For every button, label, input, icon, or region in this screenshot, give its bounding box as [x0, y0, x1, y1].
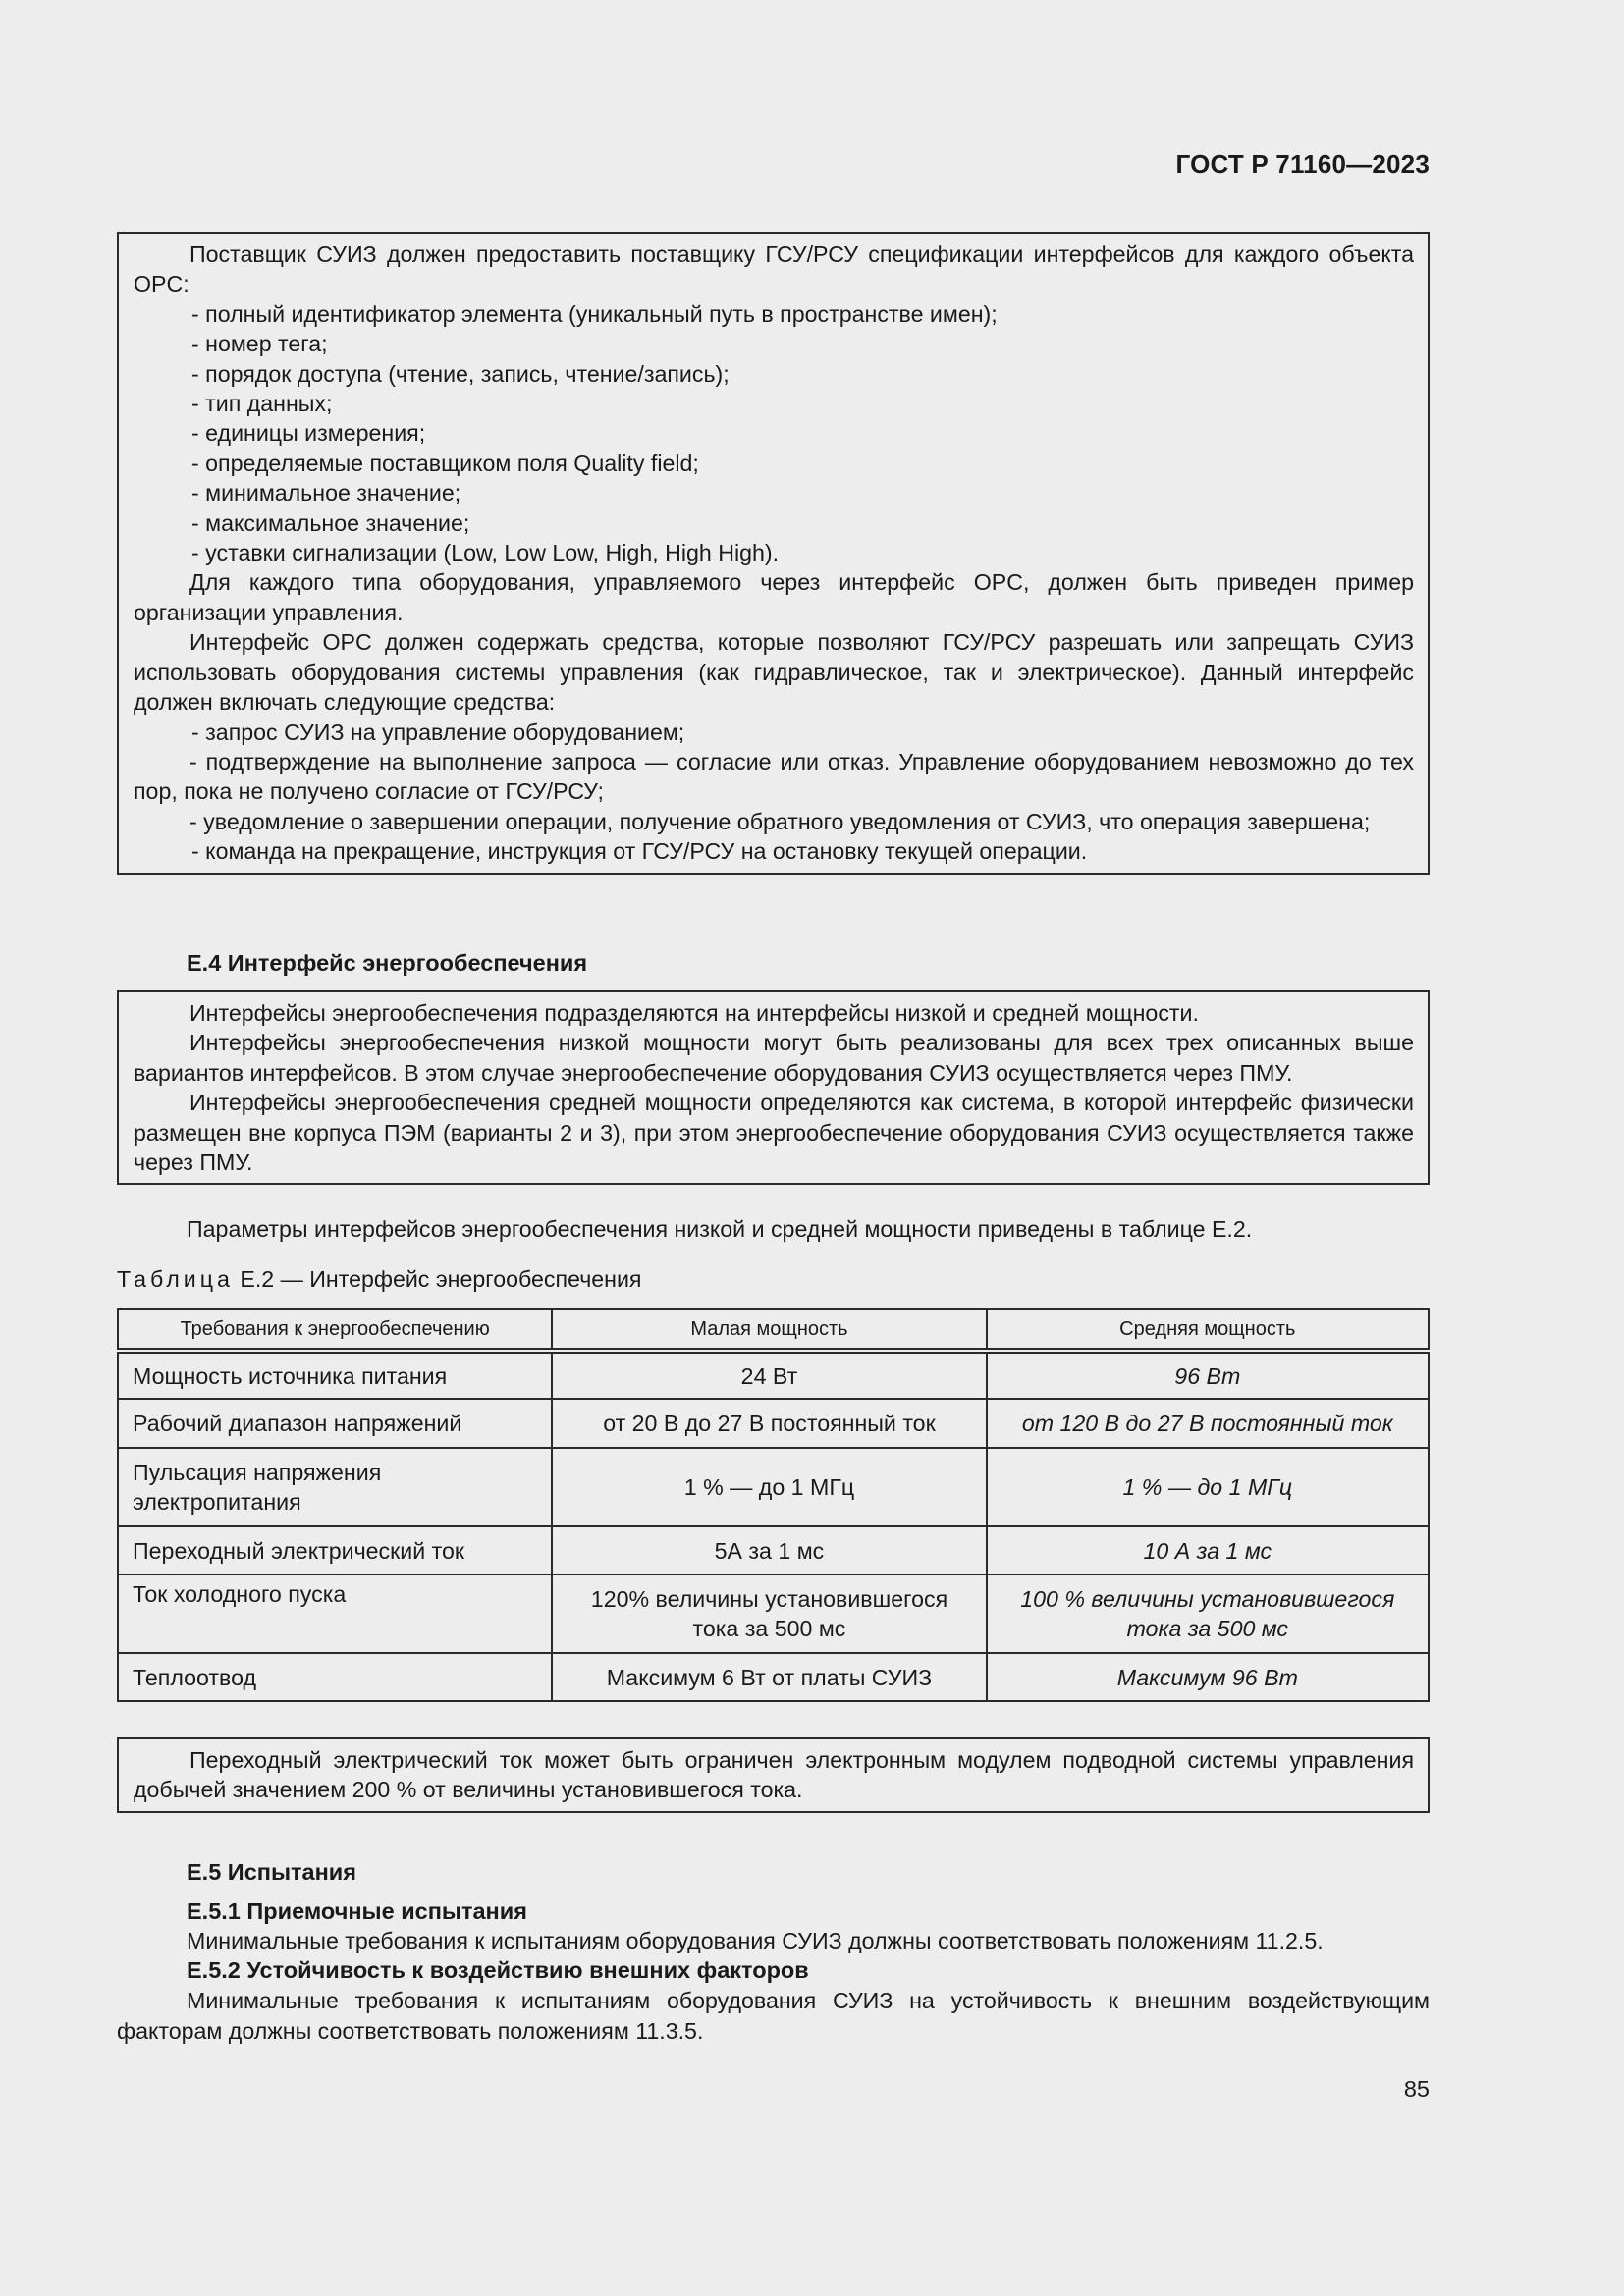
e4-box-para: Интерфейсы энергообеспечения подразделяются на интерфейсы низкой и средней мощности.: [189, 1000, 1199, 1026]
table-cell: от 20 В до 27 В постоянный ток: [552, 1399, 986, 1448]
e4-box-para: Интерфейсы энергообеспечения низкой мощности могут быть реализованы для всех трех описанных выше вариантов интерфейсов. В этом случае энергообеспечение оборудования СУИЗ осуществляется через ПМУ.: [134, 1030, 1414, 1086]
section-e52-text: Минимальные требования к испытаниям оборудования СУИЗ на устойчивость к внешним воздействующим факторам должны соответствовать положениям 11.3.5.: [117, 1988, 1430, 2044]
document-header: ГОСТ Р 71160—2023: [1175, 149, 1430, 179]
table-caption-text: Е.2 — Интерфейс энергообеспечения: [240, 1266, 642, 1292]
section-e51-body: [117, 1926, 1430, 1956]
note-text: Переходный электрический ток может быть ограничен электронным модулем подводной системы управления добычей значением 200 % от величины установившегося тока.: [134, 1747, 1414, 1803]
note-box: [117, 1737, 1430, 1813]
table-caption: [117, 1266, 641, 1293]
box1-item: - порядок доступа (чтение, запись, чтение/запись);: [191, 360, 730, 387]
page-number: 85: [1403, 2076, 1430, 2102]
box1-item2: - запрос СУИЗ на управление оборудованием;: [191, 719, 685, 745]
table-cell: 96 Вт: [987, 1351, 1429, 1399]
table-cell: Переходный электрический ток: [118, 1526, 552, 1575]
box1-item: - уставки сигнализации (Low, Low Low, High, High High).: [191, 540, 780, 566]
table-row: [118, 1653, 1429, 1701]
box1-item: - номер тега;: [191, 331, 328, 357]
table-row: [118, 1448, 1429, 1526]
power-interface-box: [117, 990, 1430, 1185]
table-header-cell: Малая мощность: [552, 1309, 986, 1351]
table-cell: Пульсация напряжения электропитания: [118, 1448, 552, 1526]
table-row: [118, 1351, 1429, 1399]
table-cell: 5А за 1 мс: [552, 1526, 986, 1575]
table-cell: 120% величины установившегося тока за 500 мс: [552, 1575, 986, 1653]
table-cell: 1 % — до 1 МГц: [987, 1448, 1429, 1526]
box1-item2: - уведомление о завершении операции, получение обратного уведомления от СУИЗ, что операция завершена;: [189, 808, 1371, 834]
box1-intro: Поставщик СУИЗ должен предоставить поставщику ГСУ/РСУ спецификации интерфейсов для каждого объекта OPC:: [134, 241, 1414, 297]
table-header-cell: Средняя мощность: [987, 1309, 1429, 1351]
box1-item: - единицы измерения;: [191, 420, 426, 447]
box1-item2: - подтверждение на выполнение запроса — согласие или отказ. Управление оборудованием невозможно до тех пор, пока не получено согласие от ГСУ/РСУ;: [134, 748, 1414, 805]
power-table: [117, 1308, 1430, 1702]
table-cell: 100 % величины установившегося тока за 500 мс: [987, 1575, 1429, 1653]
table-cell: 10 А за 1 мс: [987, 1526, 1429, 1575]
table-cell: от 120 В до 27 В постоянный ток: [987, 1399, 1429, 1448]
table-row: [118, 1526, 1429, 1575]
section-e51-text: Минимальные требования к испытаниям оборудования СУИЗ должны соответствовать положениям 11.2.5.: [187, 1928, 1324, 1953]
box1-item: - максимальное значение;: [191, 509, 470, 536]
table-cell: Максимум 96 Вт: [987, 1653, 1429, 1701]
e4-table-reference: [117, 1214, 1430, 1245]
box1-para3: Интерфейс OPC должен содержать средства, которые позволяют ГСУ/РСУ разрешать или запрещать СУИЗ использовать оборудования системы управления (как гидравлическое, так и электрическое). Данный интерфейс должен включать следующие средства:: [134, 629, 1414, 716]
box1-item: - тип данных;: [191, 391, 333, 417]
box1-item: - полный идентификатор элемента (уникальный путь в пространстве имен);: [191, 300, 998, 327]
section-e52-title: Е.5.2 Устойчивость к воздействию внешних факторов: [187, 1957, 809, 1983]
section-e4-title: Е.4 Интерфейс энергообеспечения: [187, 950, 588, 976]
e4-para: Параметры интерфейсов энергообеспечения низкой и средней мощности приведены в таблице Е.2.: [187, 1216, 1253, 1242]
table-cell: Ток холодного пуска: [118, 1575, 552, 1653]
table-cell: 1 % — до 1 МГц: [552, 1448, 986, 1526]
table-header-row: [118, 1309, 1429, 1351]
table-row: [118, 1399, 1429, 1448]
box1-item2: - команда на прекращение, инструкция от ГСУ/РСУ на остановку текущей операции.: [191, 838, 1088, 865]
table-cell: Теплоотвод: [118, 1653, 552, 1701]
opc-spec-box: [117, 232, 1430, 875]
box1-para2: Для каждого типа оборудования, управляемого через интерфейс OPC, должен быть приведен пример организации управления.: [134, 569, 1414, 625]
table-cell: Мощность источника питания: [118, 1351, 552, 1399]
section-e51-title: Е.5.1 Приемочные испытания: [187, 1898, 527, 1924]
table-header-cell: Требования к энергообеспечению: [118, 1309, 552, 1351]
table-row: [118, 1575, 1429, 1653]
table-cell: Рабочий диапазон напряжений: [118, 1399, 552, 1448]
e4-box-para: Интерфейсы энергообеспечения средней мощности определяются как система, в которой интерфейс физически размещен вне корпуса ПЭМ (варианты 2 и 3), при этом энергообеспечение оборудования СУИЗ осуществляется также через ПМУ.: [134, 1090, 1414, 1176]
box1-item: - определяемые поставщиком поля Quality field;: [191, 450, 699, 476]
section-e52-body: [117, 1986, 1430, 2046]
table-cell: 24 Вт: [552, 1351, 986, 1399]
table-caption-word: Таблица: [117, 1266, 234, 1292]
section-e5-title: Е.5 Испытания: [187, 1859, 356, 1885]
table-cell: Максимум 6 Вт от платы СУИЗ: [552, 1653, 986, 1701]
box1-item: - минимальное значение;: [191, 480, 461, 507]
